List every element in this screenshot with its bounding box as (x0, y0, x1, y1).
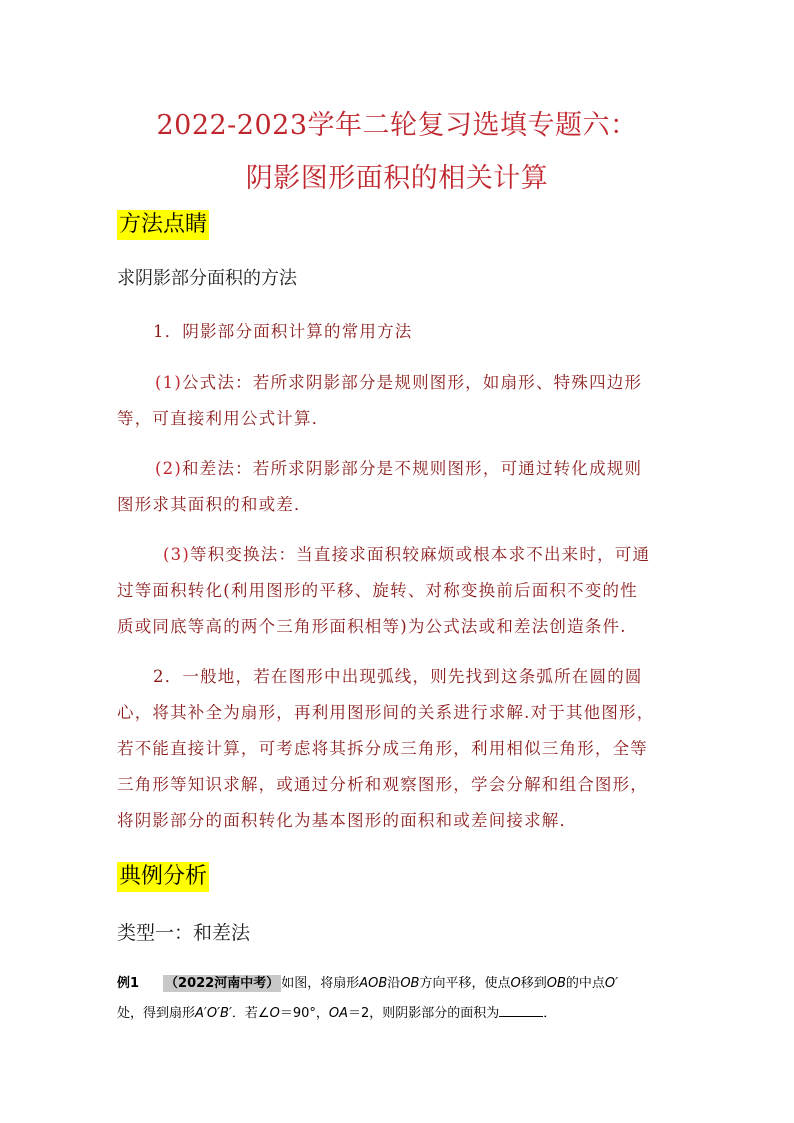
example-symbol: AOB (359, 976, 388, 991)
example-text: ．若∠ (231, 1006, 270, 1021)
method-1-line-2: 等，可直接利用公式计算． (117, 409, 330, 428)
method-item-2-line-4: 三角形等知识求解，或通过分析和观察图形，学会分解和组合图形， (117, 775, 648, 794)
example-text: ． (543, 1006, 557, 1021)
section-heading-method: 方法点睛 (117, 210, 209, 240)
method-item-2-line-5: 将阴影部分的面积转化为基本图形的面积和或差间接求解． (117, 811, 578, 830)
method-item-1-heading: 1．阴影部分面积计算的常用方法 (153, 322, 413, 341)
example-1-line-2 (117, 1002, 556, 1021)
example-symbol: O′ (604, 976, 619, 991)
example-label: 例1 (117, 976, 140, 991)
method-item-2-line-3: 若不能直接计算，可考虑将其拆分成三角形，利用相似三角形，全等 (117, 739, 648, 758)
example-text: ＝90°， (279, 1006, 329, 1021)
method-3-text: 等积变换法：当直接求面积较麻烦或根本求不出来时，可通 (189, 545, 651, 564)
section-heading-example: 典例分析 (117, 862, 209, 892)
method-2-text: 和差法：若所求阴影部分是不规则图形，可通过转化成规则 (181, 459, 643, 478)
method-1-text: 公式法：若所求阴影部分是规则图形，如扇形、特殊四边形 (181, 373, 643, 392)
method-2-line-1 (155, 455, 642, 479)
example-text: 方向平移，使点 (419, 976, 511, 991)
example-text: 处，得到扇形 (117, 1006, 196, 1021)
example-symbol: OB (546, 976, 566, 991)
example-symbol: O (510, 976, 521, 991)
example-symbol: O (269, 1006, 280, 1021)
example-symbol: OA (328, 1006, 348, 1021)
method-1-number: (1) (155, 373, 182, 392)
example-text: 如图，将扇形 (281, 976, 360, 991)
example-text: ＝2，则阴影部分的面积为 (348, 1006, 500, 1021)
example-symbol: OB (400, 976, 420, 991)
method-3-line-2: 过等面积转化(利用图形的平移、旋转、对称变换前后面积不变的性 (117, 581, 638, 600)
method-item-2-line-1: 2．一般地，若在图形中出现弧线，则先找到这条弧所在圆的圆 (153, 667, 643, 686)
example-text: 移到 (520, 976, 547, 991)
example-1-line-1 (117, 972, 618, 991)
page-title-line-1: 2022-2023学年二轮复习选填专题六： (156, 110, 638, 141)
method-1-line-1 (155, 369, 642, 393)
example-text: 沿 (387, 976, 401, 991)
method-3-number: (3) (163, 545, 190, 564)
page-title-line-2: 阴影图形面积的相关计算 (245, 163, 549, 194)
method-3-line-3: 质或同底等高的两个三角形面积相等)为公式法或和差法创造条件. (117, 617, 627, 636)
method-3-line-1 (163, 541, 650, 565)
answer-blank (499, 1005, 543, 1017)
method-2-line-2: 图形求其面积的和或差． (117, 495, 312, 514)
method-item-2-line-2: 心，将其补全为扇形，再利用图形间的关系进行求解.对于其他图形， (117, 703, 655, 722)
method-subtitle: 求阴影部分面积的方法 (117, 268, 297, 289)
example-text: 的中点 (565, 976, 605, 991)
example-symbol: A′O′B′ (195, 1006, 232, 1021)
method-2-number: (2) (155, 459, 182, 478)
example-source-badge: （2022河南中考） (165, 976, 280, 991)
example-type-heading: 类型一：和差法 (117, 922, 251, 944)
